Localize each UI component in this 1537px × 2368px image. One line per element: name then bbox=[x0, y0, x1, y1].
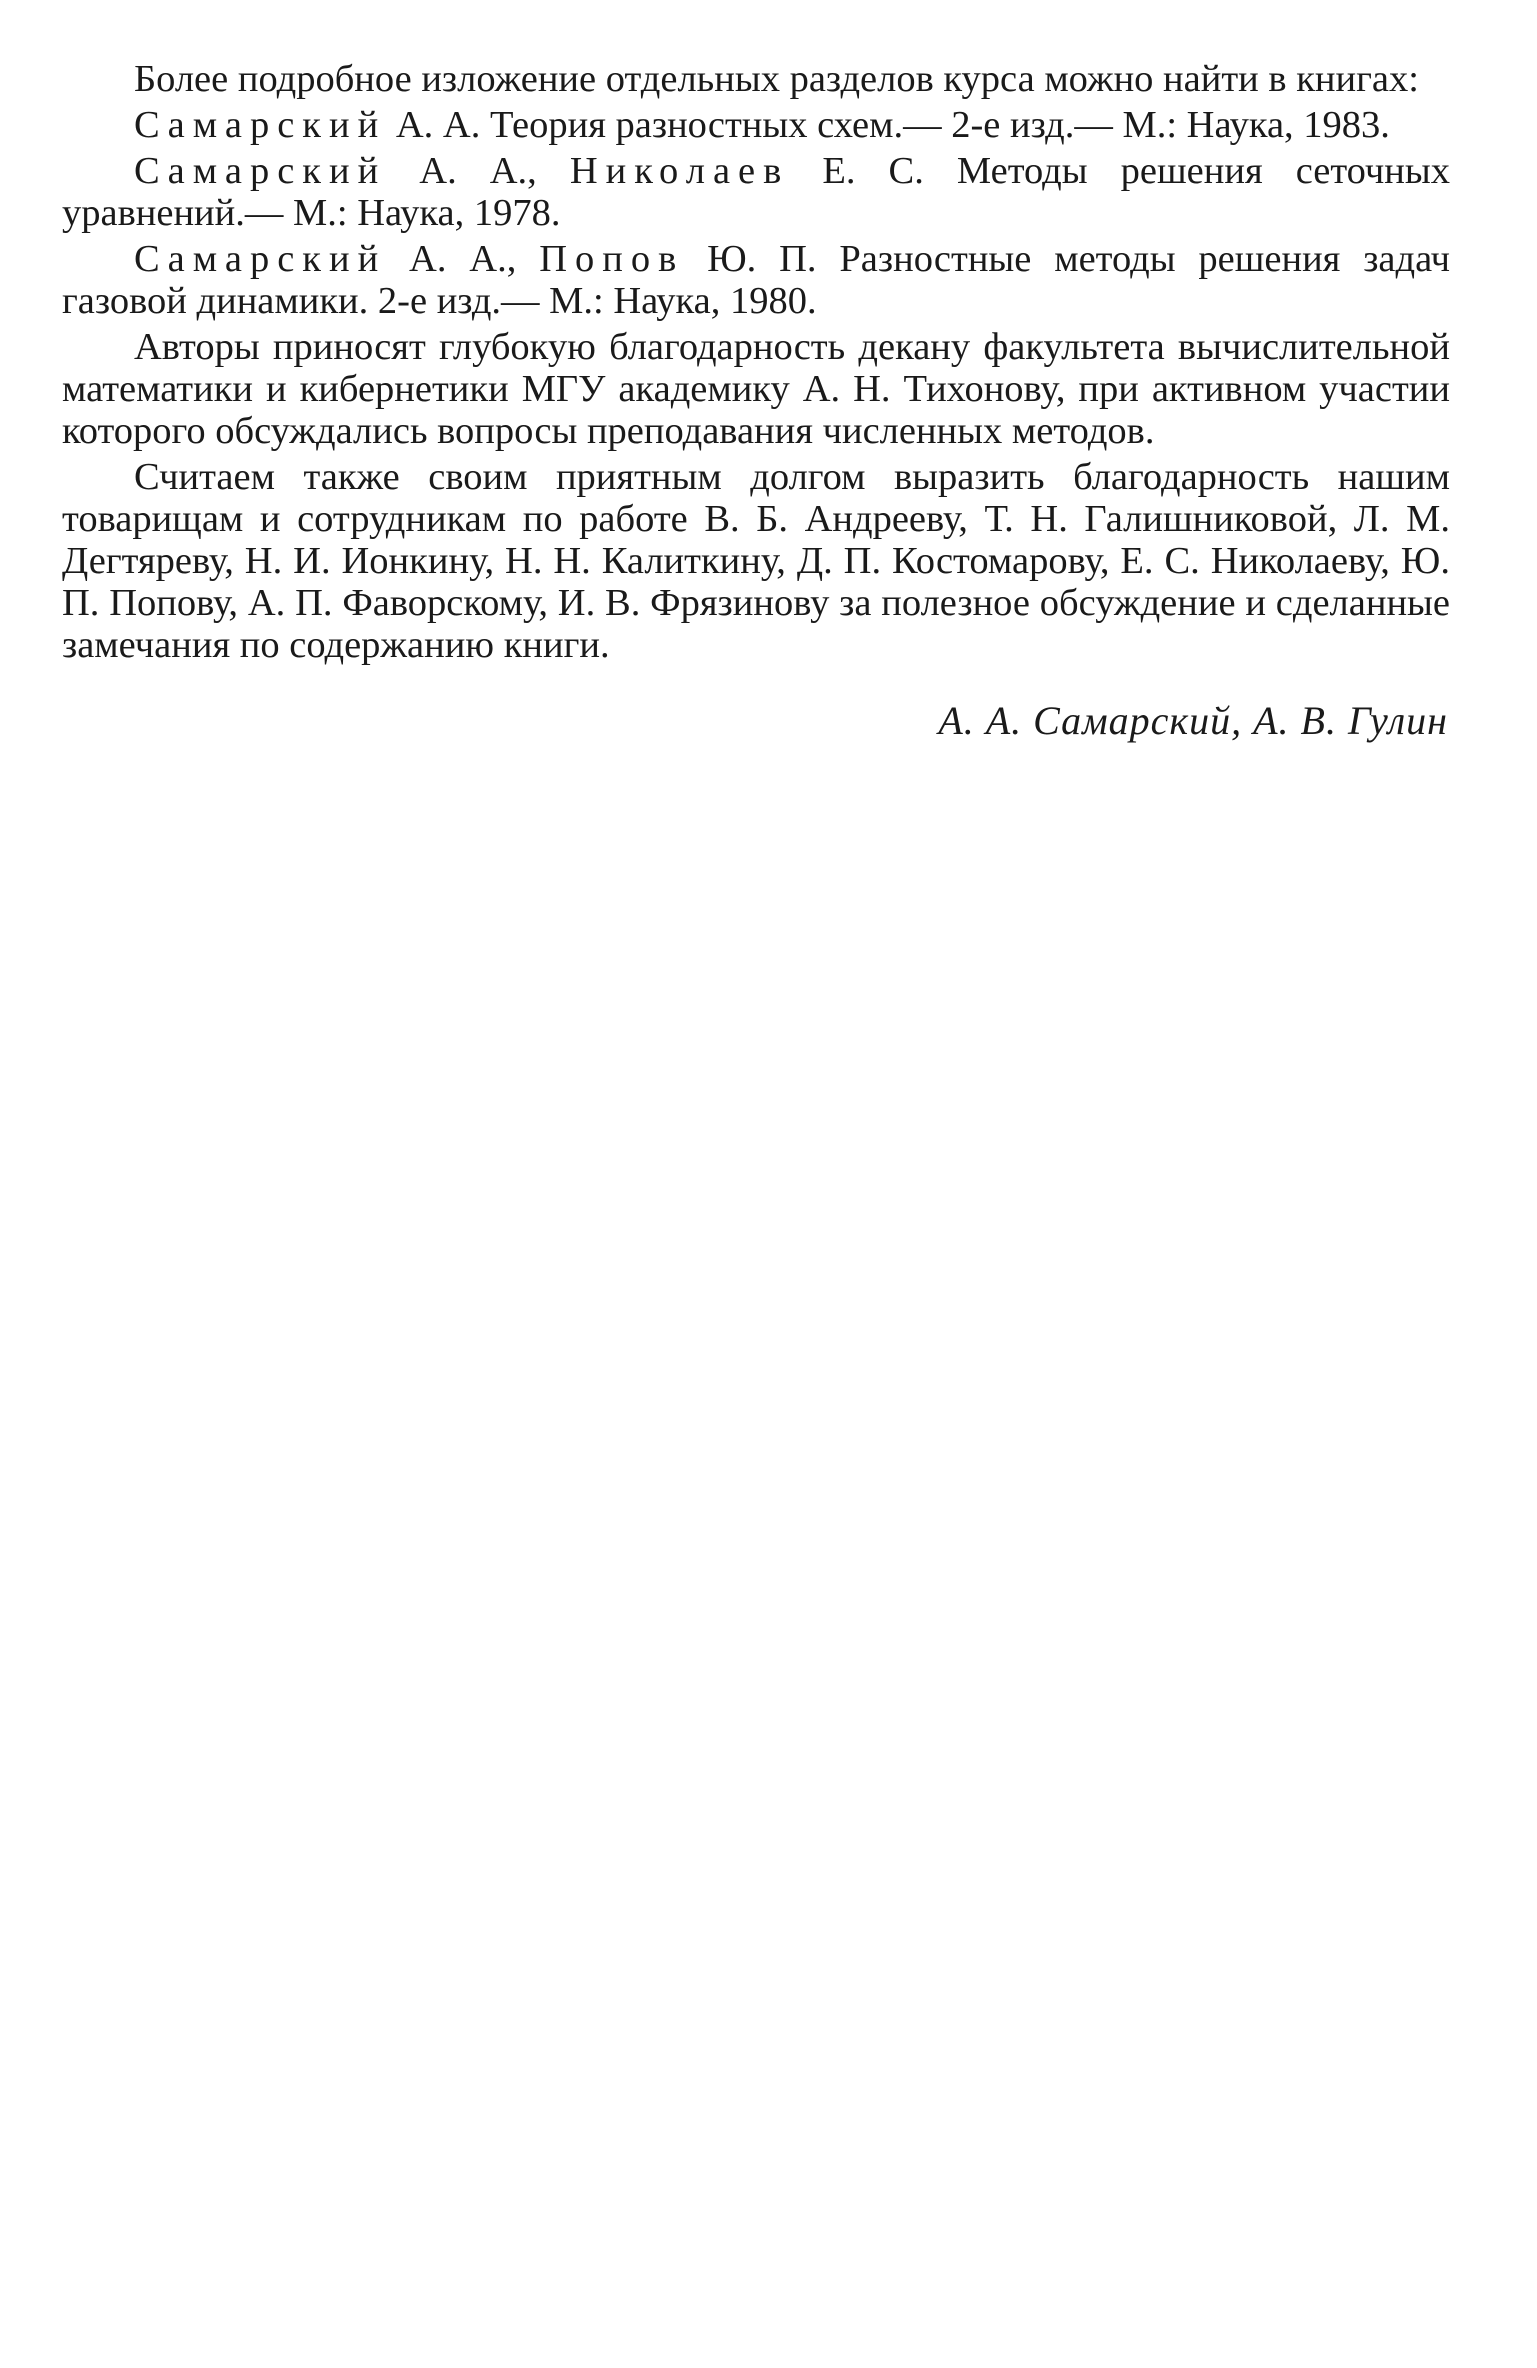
reference-2-details: Е. С. Методы решения сеточных уравнений.— М.: Наука, 1978. bbox=[62, 150, 1450, 234]
acknowledgement-paragraph-2: Считаем также своим приятным долгом выразить благодарность нашим товарищам и сотрудникам по работе В. Б. Андрееву, Т. Н. Галишниковой, Л. М. Дегтяреву, Н. И. Ионкину, Н. Н. Калиткину, Д. П. Костомарову, Е. С. Николаеву, Ю. П. Попову, А. П. Фаворскому, И. В. Фрязинову за полезное обсуждение и сделанные замечания по содержанию книги. bbox=[62, 456, 1450, 666]
reference-3-initials: А. А., bbox=[386, 238, 540, 280]
reference-2-author: Самарский bbox=[134, 150, 387, 192]
reference-3-details: Ю. П. Разностные методы решения задач газовой динамики. 2-е изд.— М.: Наука, 1980. bbox=[62, 238, 1451, 322]
reference-3-coauthor: Попов bbox=[539, 238, 685, 280]
reference-1 bbox=[62, 104, 1450, 146]
reference-1-author: Самарский bbox=[134, 104, 387, 146]
reference-3 bbox=[62, 238, 1450, 322]
document-page bbox=[62, 58, 1450, 742]
author-signature: А. А. Самарский, А. В. Гулин bbox=[938, 698, 1448, 743]
reference-1-details: А. А. Теория разностных схем.— 2-е изд.— М.: Наука, 1983. bbox=[386, 104, 1390, 146]
reference-3-author: Самарский bbox=[134, 238, 387, 280]
reference-2-coauthor: Николаев bbox=[569, 150, 790, 192]
acknowledgement-paragraph-1: Авторы приносят глубокую благодарность декану факультета вычислительной математики и кибернетики МГУ академику А. Н. Тихонову, при активном участии которого обсуждались вопросы преподавания численных методов. bbox=[62, 326, 1450, 452]
reference-2 bbox=[62, 150, 1450, 234]
reference-2-initials: А. А., bbox=[386, 150, 570, 192]
intro-paragraph: Более подробное изложение отдельных разделов курса можно найти в книгах: bbox=[134, 58, 1419, 100]
